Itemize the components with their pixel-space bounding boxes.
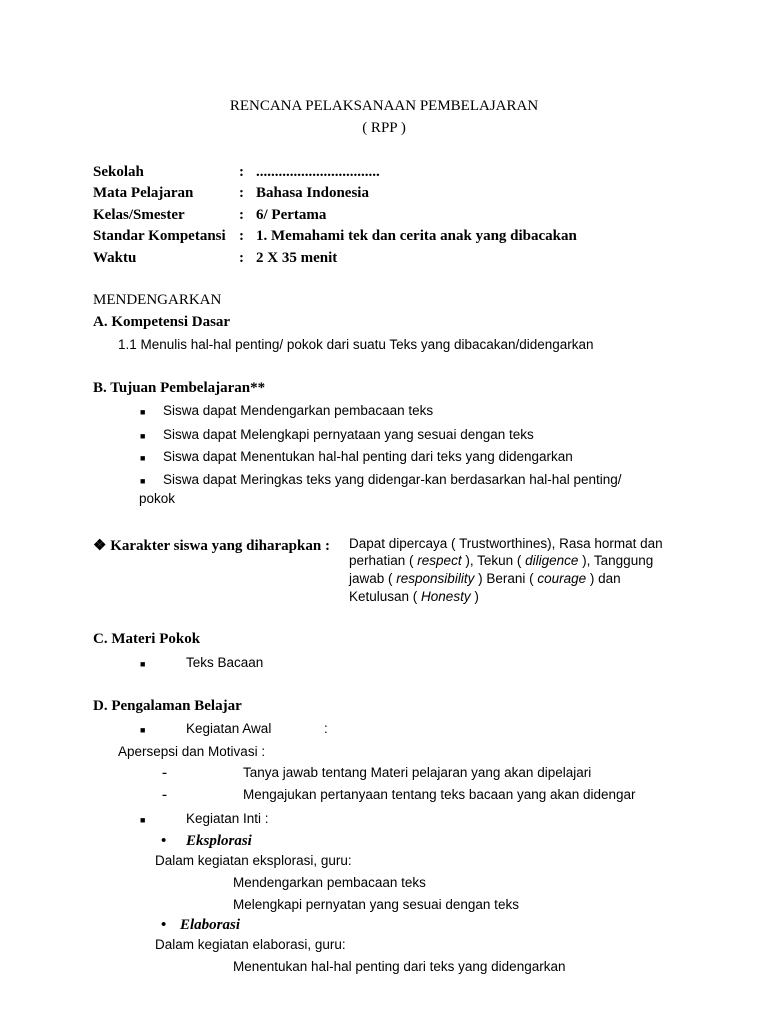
list-item: Melengkapi pernyatan yang sesuai dengan teks	[233, 897, 519, 912]
bullet-icon: ■	[140, 431, 146, 441]
diamond-bullet-icon: ❖	[93, 538, 107, 554]
kegiatan-awal-colon: :	[324, 721, 328, 736]
list-item: Siswa dapat Meringkas teks yang didengar-kan berdasarkan hal-hal penting/	[163, 472, 622, 487]
kegiatan-awal-label: Kegiatan Awal	[186, 721, 272, 736]
dash-icon: -	[162, 787, 167, 803]
list-item: Siswa dapat Mendengarkan pembacaan teks	[163, 403, 434, 418]
document-subtitle: ( RPP )	[362, 120, 406, 136]
list-item: Siswa dapat Melengkapi pernyataan yang sesuai dengan teks	[163, 427, 534, 442]
info-label-sekolah: Sekolah	[93, 164, 144, 180]
bullet-icon: ■	[140, 476, 146, 486]
karakter-text: jawab (	[349, 571, 397, 586]
karakter-line-4	[349, 589, 479, 604]
section-a-item: 1.1 Menulis hal-hal penting/ pokok dari suatu Teks yang dibacakan/didengarkan	[118, 337, 594, 352]
info-sep: :	[239, 228, 244, 244]
list-item: Siswa dapat Menentukan hal-hal penting dari teks yang didengarkan	[163, 449, 573, 464]
karakter-term: courage	[537, 571, 587, 586]
karakter-label-text: Karakter siswa yang diharapkan :	[110, 538, 330, 554]
info-label-kelas: Kelas/Smester	[93, 207, 185, 223]
karakter-term: Honesty	[421, 589, 471, 604]
eksplorasi-intro: Dalam kegiatan eksplorasi, guru:	[155, 853, 352, 868]
info-label-standar: Standar Kompetansi	[93, 228, 226, 244]
karakter-text: ), Tanggung	[578, 553, 654, 568]
karakter-text: ), Tekun (	[461, 553, 526, 568]
karakter-text: Ketulusan (	[349, 589, 422, 604]
karakter-text: perhatian (	[349, 553, 418, 568]
dot-bullet-icon: •	[161, 917, 167, 933]
karakter-term: respect	[417, 553, 462, 568]
karakter-term: responsibility	[396, 571, 475, 586]
karakter-text: )	[470, 589, 479, 604]
dot-bullet-icon: •	[161, 833, 167, 849]
karakter-text: ) Berani (	[474, 571, 538, 586]
section-a-heading: A. Kompetensi Dasar	[93, 314, 231, 330]
info-value-kelas: 6/ Pertama	[256, 207, 327, 223]
info-value-waktu: 2 X 35 menit	[256, 250, 338, 266]
karakter-text: ) dan	[586, 571, 621, 586]
elaborasi-heading: Elaborasi	[180, 917, 241, 933]
karakter-line-1: Dapat dipercaya ( Trustworthines), Rasa hormat dan	[349, 536, 663, 551]
info-sep: :	[239, 185, 244, 201]
bullet-icon: ■	[140, 453, 146, 463]
section-c-item: Teks Bacaan	[186, 655, 264, 670]
kegiatan-inti-label: Kegiatan Inti :	[186, 811, 269, 826]
karakter-line-2	[349, 553, 653, 568]
section-d-heading: D. Pengalaman Belajar	[93, 698, 242, 714]
info-value-sekolah: .................................	[256, 164, 380, 180]
document-title: RENCANA PELAKSANAAN PEMBELAJARAN	[229, 98, 539, 114]
list-item: Menentukan hal-hal penting dari teks yang didengarkan	[233, 959, 566, 974]
info-label-waktu: Waktu	[93, 250, 137, 266]
list-item: Mendengarkan pembacaan teks	[233, 875, 426, 890]
list-item: Mengajukan pertanyaan tentang teks bacaan yang akan didengar	[243, 787, 636, 802]
dash-icon: -	[162, 765, 167, 781]
elaborasi-intro: Dalam kegiatan elaborasi, guru:	[155, 937, 346, 952]
section-c-heading: C. Materi Pokok	[93, 631, 201, 647]
karakter-line-3	[349, 571, 621, 586]
info-sep: :	[239, 250, 244, 266]
list-item: Tanya jawab tentang Materi pelajaran yang akan dipelajari	[243, 765, 592, 780]
apersepsi-label: Apersepsi dan Motivasi :	[118, 744, 266, 759]
bullet-icon: ■	[140, 407, 146, 417]
bullet-icon: ■	[140, 815, 146, 825]
info-value-standar: 1. Memahami tek dan cerita anak yang dibacakan	[256, 228, 577, 244]
section-b-heading: B. Tujuan Pembelajaran**	[93, 380, 266, 396]
info-value-mapel: Bahasa Indonesia	[256, 185, 369, 201]
info-sep: :	[239, 207, 244, 223]
eksplorasi-heading: Eksplorasi	[186, 833, 252, 849]
info-sep: :	[239, 164, 244, 180]
section-heading: MENDENGARKAN	[93, 292, 222, 308]
info-label-mapel: Mata Pelajaran	[93, 185, 194, 201]
karakter-term: diligence	[525, 553, 579, 568]
bullet-icon: ■	[140, 659, 146, 669]
karakter-label	[93, 536, 330, 555]
bullet-icon: ■	[140, 725, 146, 735]
list-item-continuation: pokok	[139, 491, 176, 506]
